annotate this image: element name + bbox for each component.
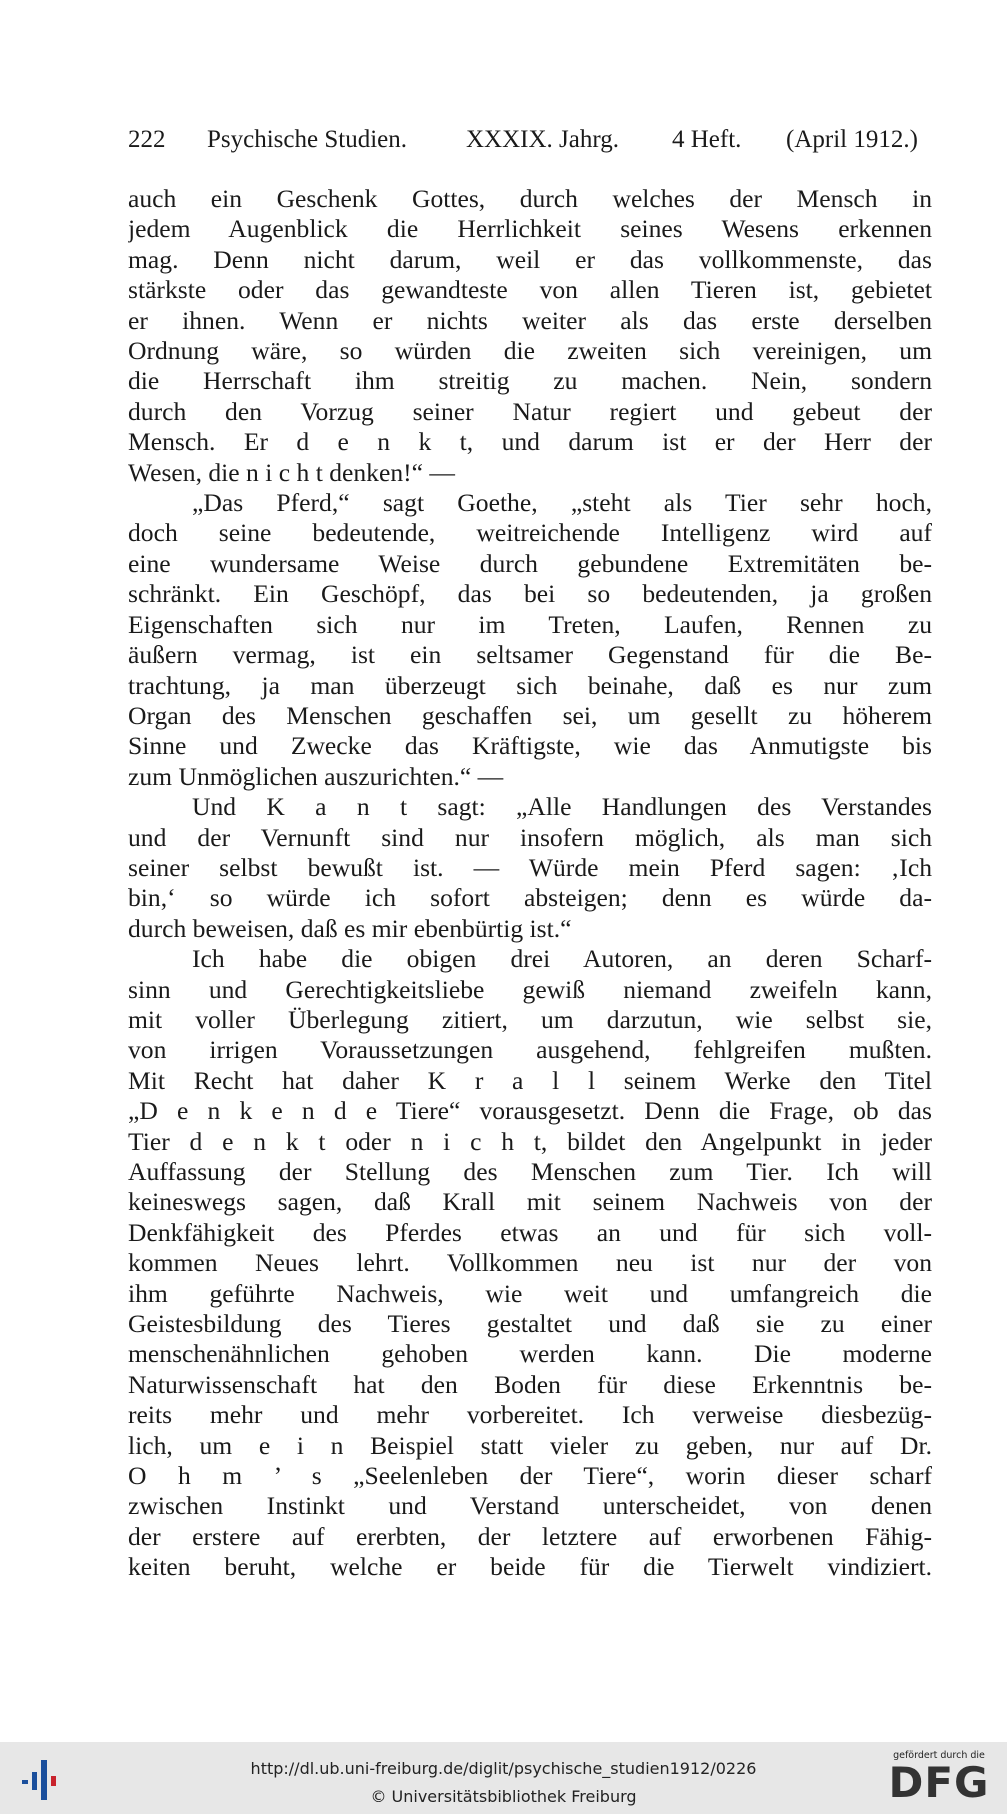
text-line: Naturwissenschaft hat den Boden für diese Erkenntnis be- <box>128 1369 932 1399</box>
text-line: lich, um e i n Beispiel statt vieler zu geben, nur auf Dr. <box>128 1430 932 1460</box>
text-line: die Herrschaft ihm streitig zu machen. Nein, sondern <box>128 366 932 396</box>
copyright-notice: © Universitätsbibliothek Freiburg <box>370 1787 637 1806</box>
text-line: von irrigen Voraussetzungen ausgehend, fehlgreifen mußten. <box>128 1035 932 1065</box>
text-line: bin,‘ so würde ich sofort absteigen; denn es würde da- <box>128 883 932 913</box>
paragraph-4 <box>128 944 932 1583</box>
library-footer <box>0 1742 1007 1814</box>
text-line: er ihnen. Wenn er nichts weiter als das erste derselben <box>128 305 932 335</box>
text-line: mit voller Überlegung zitiert, um darzutun, wie selbst sie, <box>128 1004 932 1034</box>
text-line: Ordnung wäre, so würden die zweiten sich vereinigen, um <box>128 336 932 366</box>
text-line: Wesen, die n i c h t denken!“ — <box>128 457 455 487</box>
text-line: Mit Recht hat daher K r a l l seinem Werke den Titel <box>128 1065 932 1095</box>
text-line: O h m ’ s „Seelenleben der Tiere“, worin dieser scharf <box>128 1461 932 1491</box>
text-line: ihm geführte Nachweis, wie weit und umfangreich die <box>128 1278 932 1308</box>
dfg-wordmark: DFG <box>888 1758 990 1807</box>
paragraph-1 <box>128 184 932 488</box>
text-line: seiner selbst bewußt ist. — Würde mein Pferd sagen: ‚Ich <box>128 852 932 882</box>
text-line: und der Vernunft sind nur insofern möglich, als man sich <box>128 822 932 852</box>
text-line: jedem Augenblick die Herrlichkeit seines Wesens erkennen <box>128 214 932 244</box>
text-line: äußern vermag, ist ein seltsamer Gegenstand für die Be- <box>128 640 932 670</box>
text-line: „D e n k e n d e Tiere“ vorausgesetzt. Denn die Frage, ob das <box>128 1096 932 1126</box>
page-body <box>128 184 932 1583</box>
text-line: der erstere auf ererbten, der letztere auf erworbenen Fähig- <box>128 1521 932 1551</box>
source-url-link[interactable]: http://dl.ub.uni-freiburg.de/diglit/psychische_studien1912/0226 <box>250 1759 757 1778</box>
text-line: „Das Pferd,“ sagt Goethe, „steht als Tier sehr hoch, <box>192 488 932 518</box>
text-line: Und K a n t sagt: „Alle Handlungen des Verstandes <box>192 792 932 822</box>
journal-title: Psychische Studien. <box>207 126 407 153</box>
text-line: zum Unmöglichen auszurichten.“ — <box>128 761 504 791</box>
text-line: zwischen Instinkt und Verstand unterscheidet, von denen <box>128 1491 932 1521</box>
dfg-caption: gefördert durch die <box>893 1750 985 1761</box>
text-line: schränkt. Ein Geschöpf, das bei so bedeutenden, ja großen <box>128 579 932 609</box>
text-line: Auffassung der Stellung des Menschen zum Tier. Ich will <box>128 1157 932 1186</box>
text-line: keiten beruht, welche er beide für die Tierwelt vindiziert. <box>128 1552 932 1582</box>
text-line: Organ des Menschen geschaffen sei, um gesellt zu höherem <box>128 700 932 730</box>
text-line: kommen Neues lehrt. Vollkommen neu ist nur der von <box>128 1248 932 1278</box>
text-line: Denkfähigkeit des Pferdes etwas an und für sich voll- <box>128 1217 932 1247</box>
text-line: reits mehr und mehr vorbereitet. Ich verweise diesbezüg- <box>128 1400 932 1430</box>
text-line: Geistesbildung des Tieres gestaltet und daß sie zu einer <box>128 1309 932 1339</box>
text-line: mag. Denn nicht darum, weil er das vollkommenste, das <box>128 244 932 274</box>
paragraph-3 <box>128 792 932 944</box>
text-line: Mensch. Er d e n k t, und darum ist er der Herr der <box>128 427 932 457</box>
text-line: menschenähnlichen gehoben werden kann. Die moderne <box>128 1339 932 1369</box>
page-number: 222 <box>128 126 166 153</box>
dfg-logo <box>883 1750 995 1808</box>
text-line: sinn und Gerechtigkeitsliebe gewiß niemand zweifeln kann, <box>128 974 932 1004</box>
text-line: durch beweisen, daß es mir ebenbürtig ist.“ <box>128 913 572 943</box>
issue-label: 4 Heft. <box>672 126 742 153</box>
text-line: eine wundersame Weise durch gebundene Extremitäten be- <box>128 548 932 578</box>
text-line: Sinne und Zwecke das Kräftigste, wie das Anmutigste bis <box>128 731 932 761</box>
text-line: trachtung, ja man überzeugt sich beinahe, daß es nur zum <box>128 670 932 700</box>
text-line: durch den Vorzug seiner Natur regiert und gebeut der <box>128 396 932 426</box>
text-line: Eigenschaften sich nur im Treten, Laufen, Rennen zu <box>128 609 932 639</box>
text-line: stärkste oder das gewandteste von allen Tieren ist, gebietet <box>128 275 932 305</box>
text-line: Ich habe die obigen drei Autoren, an deren Scharf- <box>192 944 932 974</box>
text-line: auch ein Geschenk Gottes, durch welches der Mensch in <box>128 184 932 213</box>
issue-date: (April 1912.) <box>786 126 918 153</box>
volume-label: XXXIX. Jahrg. <box>466 126 619 153</box>
text-line: keineswegs sagen, daß Krall mit seinem Nachweis von der <box>128 1187 932 1217</box>
text-line: doch seine bedeutende, weitreichende Intelligenz wird auf <box>128 518 932 548</box>
text-line: Tier d e n k t oder n i c h t, bildet den Angelpunkt in jeder <box>128 1126 932 1156</box>
paragraph-2 <box>128 488 932 792</box>
